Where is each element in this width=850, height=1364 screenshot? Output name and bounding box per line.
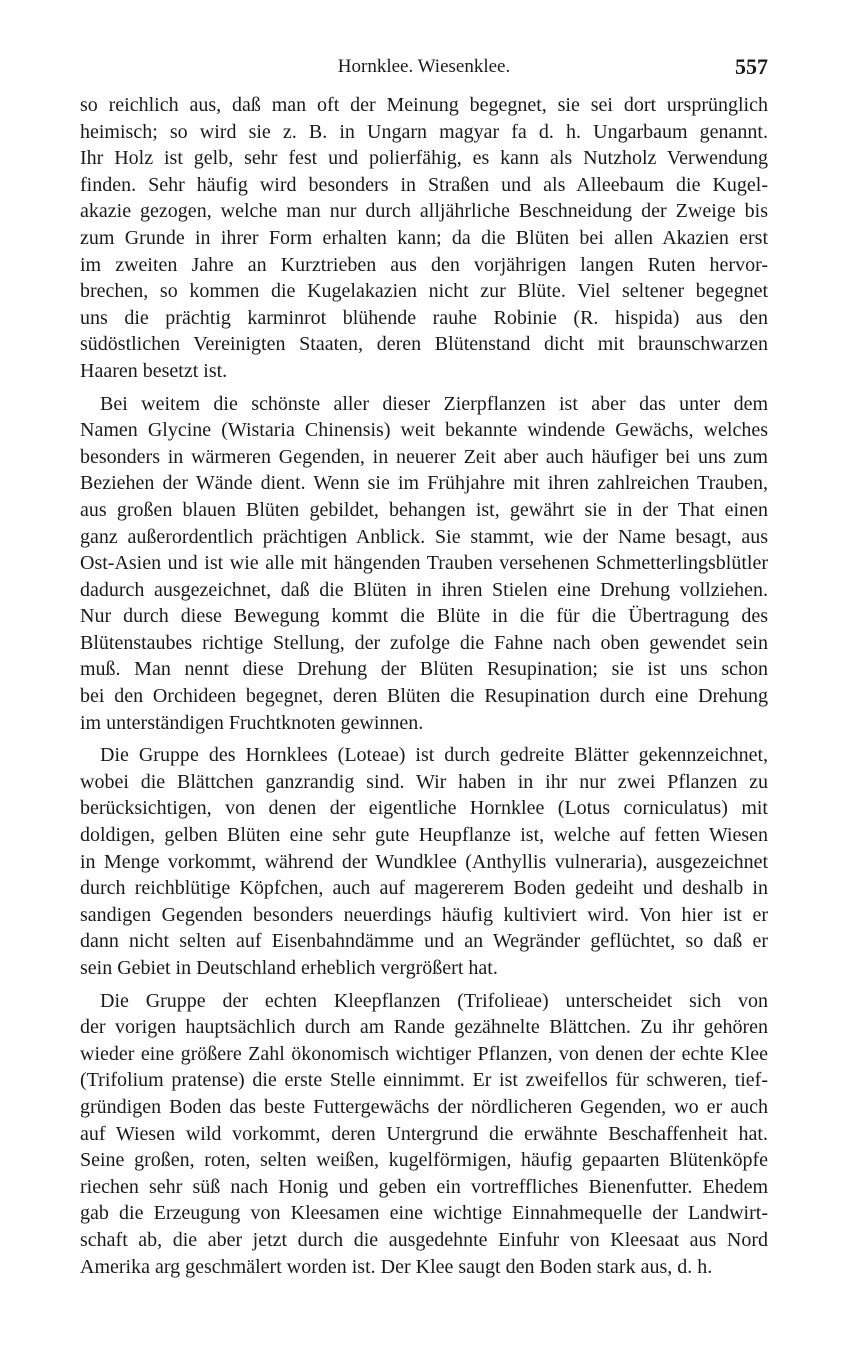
- text-line: Ost-Asien und ist wie alle mit hängenden Trauben versehenen Schmetterlingsblütler: [80, 552, 768, 575]
- text-line: besonders in wärmeren Gegenden, in neuerer Zeit aber auch häufiger bei uns zum: [80, 445, 768, 468]
- text-line: so reichlich aus, daß man oft der Meinung begegnet, sie sei dort ursprünglich: [80, 94, 768, 116]
- text-line: durch reichblütige Köpfchen, auch auf magererem Boden gedeiht und deshalb in: [80, 877, 768, 900]
- text-line: im unterständigen Fruchtknoten gewinnen.: [80, 711, 424, 734]
- text-line: Die Gruppe der echten Kleepflanzen (Trifolieae) unterscheidet sich von: [100, 989, 768, 1012]
- text-line: wieder eine größere Zahl ökonomisch wichtiger Pflanzen, von denen der echte Klee: [80, 1042, 768, 1065]
- text-line: Bei weitem die schönste aller dieser Zierpflanzen ist aber das unter dem: [100, 392, 768, 415]
- text-line: dadurch ausgezeichnet, daß die Blüten in ihren Stielen eine Drehung vollziehen.: [80, 578, 768, 601]
- paragraph: [80, 742, 768, 981]
- text-line: schaft ab, die aber jetzt durch die ausgedehnte Einfuhr von Kleesaat aus Nord: [80, 1228, 768, 1251]
- page-header: [80, 54, 768, 84]
- text-line: finden. Sehr häufig wird besonders in Straßen und als Alleebaum die Kugel-: [80, 173, 768, 196]
- running-title: Hornklee. Wiesenklee.: [337, 56, 511, 77]
- text-line: Namen Glycine (Wistaria Chinensis) weit bekannte windende Gewächs, welches: [80, 419, 768, 442]
- text-line: zum Grunde in ihrer Form erhalten kann; da die Blüten bei allen Akazien erst: [80, 226, 768, 249]
- text-line: sandigen Gegenden besonders neuerdings häufig kultiviert wird. Von hier ist er: [80, 903, 768, 926]
- text-line: Seine großen, roten, selten weißen, kugelförmigen, häufig gepaarten Blütenköpfe: [80, 1149, 768, 1172]
- text-line: Amerika arg geschmälert worden ist. Der Klee saugt den Boden stark aus, d. h.: [80, 1255, 713, 1278]
- text-line: auf Wiesen wild vorkommt, deren Untergrund die erwähnte Beschaffenheit hat.: [80, 1122, 768, 1145]
- text-line: wobei die Blättchen ganzrandig sind. Wir haben in ihr nur zwei Pflanzen zu: [80, 770, 768, 793]
- text-line: in Menge vorkommt, während der Wundklee (Anthyllis vulneraria), ausgezeichnet: [80, 850, 768, 873]
- text-line: Die Gruppe des Hornklees (Loteae) ist durch gedreite Blätter gekennzeichnet,: [100, 744, 768, 767]
- text-line: im zweiten Jahre an Kurztrieben aus den vorjährigen langen Ruten hervor-: [80, 253, 768, 276]
- text-line: doldigen, gelben Blüten eine sehr gute Heupflanze ist, welche auf fetten Wiesen: [80, 824, 768, 847]
- text-line: Blütenstaubes richtige Stellung, der zufolge die Fahne nach oben gewendet sein: [80, 631, 768, 654]
- text-line: aus großen blauen Blüten gebildet, behangen ist, gewährt sie in der That einen: [80, 498, 768, 521]
- text-line: brechen, so kommen die Kugelakazien nicht zur Blüte. Viel seltener begegnet: [80, 280, 768, 303]
- text-line: der vorigen hauptsächlich durch am Rande gezähnelte Blättchen. Zu ihr gehören: [80, 1016, 768, 1039]
- text-line: uns die prächtig karminrot blühende rauhe Robinie (R. hispida) aus den: [80, 306, 768, 329]
- text-line: riechen sehr süß nach Honig und geben ein vortreffliches Bienenfutter. Ehedem: [80, 1175, 768, 1198]
- text-line: akazie gezogen, welche man nur durch alljährliche Beschneidung der Zweige bis: [80, 200, 768, 223]
- paragraph: [80, 988, 768, 1281]
- text-line: südöstlichen Vereinigten Staaten, deren Blütenstand dicht mit braunschwarzen: [80, 333, 768, 356]
- text-line: Ihr Holz ist gelb, sehr fest und polierfähig, es kann als Nutzholz Verwendung: [80, 147, 768, 170]
- text-line: Nur durch diese Bewegung kommt die Blüte in die für die Übertragung des: [80, 605, 768, 628]
- text-line: gründigen Boden das beste Futtergewächs der nördlicheren Gegenden, wo er auch: [80, 1095, 768, 1118]
- text-line: sein Gebiet in Deutschland erheblich vergrößert hat.: [80, 957, 498, 979]
- paragraph: [80, 391, 768, 737]
- page-body: [80, 92, 768, 1286]
- text-line: gab die Erzeugung von Kleesamen eine wichtige Einnahmequelle der Landwirt-: [80, 1202, 768, 1225]
- text-line: berücksichtigen, von denen der eigentliche Hornklee (Lotus corniculatus) mit: [80, 797, 768, 820]
- text-line: ganz außerordentlich prächtigen Anblick. Sie stammt, wie der Name besagt, aus: [80, 525, 768, 548]
- text-line: (Trifolium pratense) die erste Stelle einnimmt. Er ist zweifellos für schweren, tief-: [80, 1069, 768, 1092]
- text-line: muß. Man nennt diese Drehung der Blüten Resupination; sie ist uns schon: [80, 658, 768, 681]
- text-line: heimisch; so wird sie z. B. in Ungarn magyar fa d. h. Ungarbaum genannt.: [80, 120, 768, 143]
- text-line: dann nicht selten auf Eisenbahndämme und an Wegränder geflüchtet, so daß er: [80, 930, 768, 953]
- page-number: 557: [735, 54, 768, 79]
- text-line: bei den Orchideen begegnet, deren Blüten die Resupination durch eine Drehung: [80, 685, 768, 708]
- text-line: Beziehen der Wände dient. Wenn sie im Frühjahre mit ihren zahlreichen Trauben,: [80, 472, 768, 495]
- paragraph: [80, 92, 768, 385]
- text-line: Haaren besetzt ist.: [80, 359, 228, 382]
